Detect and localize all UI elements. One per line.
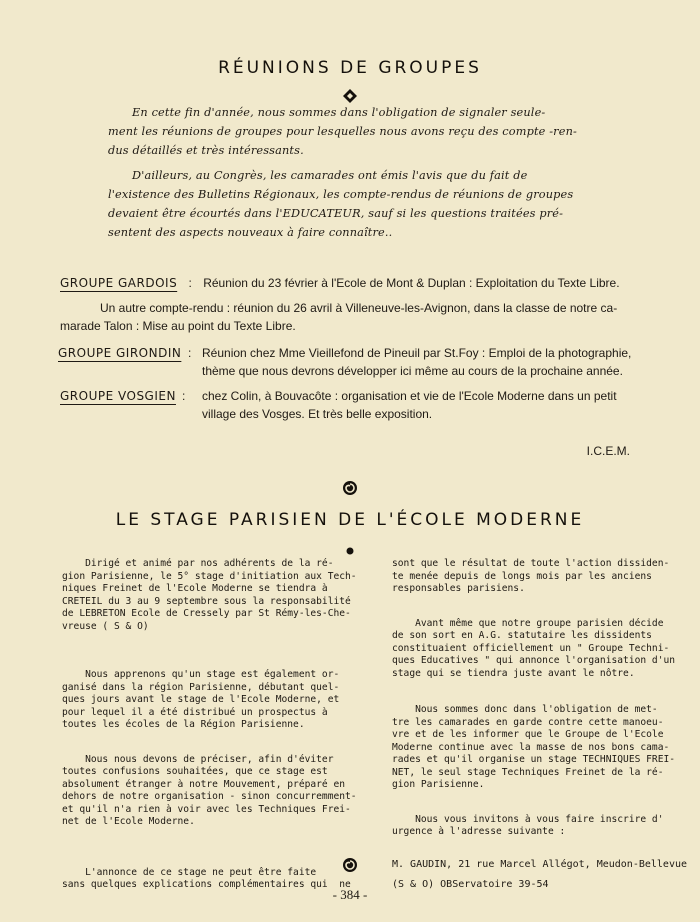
group-label: GROUPE GARDOIS	[60, 276, 178, 290]
text-line: Moderne continue avec la masse de nos bons cama-	[392, 741, 670, 753]
signature: I.C.E.M.	[586, 444, 630, 458]
intro-line: sentent des aspects nouveaux à faire connaître..	[108, 226, 393, 239]
text-line: tre les camarades en garde contre cette manoeu-	[392, 716, 664, 728]
text-line: urgence à l'adresse suivante :	[392, 826, 566, 837]
right-paragraph	[392, 814, 692, 839]
text-line: Nous sommes donc dans l'obligation de met-	[392, 704, 658, 715]
intro-line: D'ailleurs, au Congrès, les camarades ont émis l'avis que du fait de	[132, 169, 528, 182]
label-colon: :	[188, 276, 192, 290]
text-line: te menée depuis de longs mois par les anciens	[392, 570, 652, 582]
text-line: Nous apprenons qu'un stage est également or-	[62, 669, 340, 680]
text-line: niques Freinet de l'Ecole Moderne se tiendra à	[62, 583, 328, 594]
address-line: (S & O) OBServatoire 39-54	[392, 878, 549, 890]
text-line: constituaient officiellement un " Groupe Techni-	[392, 642, 670, 654]
text-line: dehors de notre organisation - sinon concurremment-	[62, 791, 357, 802]
page-number: - 384 -	[332, 887, 368, 902]
text-line: sans quelques explications complémentaires qui ne	[62, 879, 351, 890]
text-line: ques jours avant le stage de l'Ecole Moderne, et	[62, 694, 340, 705]
intro-paragraph-2	[108, 166, 640, 242]
text-line: vreuse ( S & O)	[62, 620, 149, 632]
text-line: gion Parisienne, le 5° stage d'initiation aux Tech-	[62, 570, 357, 582]
left-paragraph	[62, 754, 372, 829]
text-line: responsables parisiens.	[392, 583, 525, 594]
group-label: GROUPE VOSGIEN	[60, 389, 176, 403]
text-line: de son sort en A.G. statutaire les dissidents	[392, 630, 652, 641]
intro-line: devaient être écourtés dans l'EDUCATEUR, sauf si les questions traitées pré-	[108, 207, 564, 220]
text-line: Avant même que notre groupe parisien décide	[392, 617, 664, 629]
text-line: ques Educatives " qui annonce l'organisation d'un	[392, 655, 676, 666]
group-gardois-extra-2	[60, 317, 670, 335]
text-line: ganisé dans la région Parisienne, débutant quel-	[62, 681, 340, 693]
text-line: vre et de les informer que le Groupe de l'Ecole	[392, 729, 664, 740]
text-line: de LEBRETON Ecole de Cressely par St Rémy-les-Che-	[62, 608, 351, 619]
intro-line: l'existence des Bulletins Régionaux, les compte-rendus de réunions de groupes	[108, 188, 574, 201]
text-line: toutes les écoles de la Région Parisienne.	[62, 719, 305, 730]
section-title-reunions: RÉUNIONS DE GROUPES	[218, 58, 482, 78]
address-line: M. GAUDIN, 21 rue Marcel Allégot, Meudon-Bellevue	[392, 858, 688, 870]
label-colon: :	[188, 346, 192, 360]
spiral-ornament-icon	[0, 857, 700, 877]
group-label: GROUPE GIRONDIN	[58, 346, 182, 360]
text-line: CRETEIL du 3 au 9 septembre sous la responsabilité	[62, 595, 351, 607]
text-line: NET, le seul stage Techniques Freinet de la ré-	[392, 766, 664, 778]
label-colon: :	[182, 389, 186, 403]
group-extra-line: Un autre compte-rendu : réunion du 26 avril à Villeneuve-les-Avignon, dans la classe de notre ca-	[100, 301, 618, 315]
group-line: Réunion chez Mme Vieillefond de Pineuil par St.Foy : Emploi de la photographie,	[202, 346, 632, 360]
section-title-stage: LE STAGE PARISIEN DE L'ÉCOLE MODERNE	[115, 510, 585, 530]
intro-paragraph	[108, 103, 640, 160]
spiral-ornament-icon	[0, 480, 700, 500]
right-paragraph	[392, 618, 692, 681]
group-text: Réunion du 23 février à l'Ecole de Mont & Duplan : Exploitation du Texte Libre.	[203, 276, 620, 290]
text-line: gion Parisienne.	[392, 779, 485, 790]
right-paragraph	[392, 558, 692, 596]
group-line: chez Colin, à Bouvacôte : organisation et vie de l'Ecole Moderne dans un petit	[202, 389, 617, 403]
dot-ornament-icon	[0, 540, 700, 559]
text-line: rades et qu'il organise un stage TECHNIQUES FREI-	[392, 754, 676, 765]
left-paragraph	[62, 558, 372, 633]
text-line: Nous nous devons de préciser, afin d'éviter	[62, 753, 334, 765]
left-column	[62, 558, 372, 892]
group-line: thème que nous devrons développer ici même au cours de la prochaine année.	[202, 364, 623, 378]
text-line: et qu'il n'a rien à voir avec les Techniques Frei-	[62, 803, 351, 815]
right-column	[392, 558, 692, 895]
group-gardois-extra	[100, 299, 670, 317]
text-line: net de l'Ecole Moderne.	[62, 816, 195, 827]
text-line: pour lequel il a été distribué un prospectus à	[62, 706, 328, 718]
text-line: L'annonce de ce stage ne peut être faite	[62, 866, 317, 878]
intro-line: dus détaillés et très intéressants.	[108, 144, 304, 157]
text-line: sont que le résultat de toute l'action dissiden-	[392, 558, 670, 569]
text-line: Nous vous invitons à vous faire inscrire d'	[392, 813, 664, 825]
left-paragraph	[62, 669, 372, 732]
group-gardois	[60, 274, 670, 292]
right-paragraph	[392, 704, 692, 792]
intro-line: ment les réunions de groupes pour lesquelles nous avons reçu des compte -ren-	[108, 125, 577, 138]
intro-line: En cette fin d'année, nous sommes dans l'obligation de signaler seule-	[132, 106, 546, 119]
text-line: Dirigé et animé par nos adhérents de la ré-	[62, 558, 334, 569]
group-extra-line: marade Talon : Mise au point du Texte Libre.	[60, 319, 296, 333]
text-line: absolument étranger à notre Mouvement, préparé en	[62, 778, 346, 790]
text-line: toutes confusions souhaitées, que ce stage est	[62, 766, 328, 777]
text-line: stage qui se tiendra juste avant le nôtre.	[392, 667, 635, 679]
group-line: village des Vosges. Et très belle exposition.	[202, 407, 433, 421]
